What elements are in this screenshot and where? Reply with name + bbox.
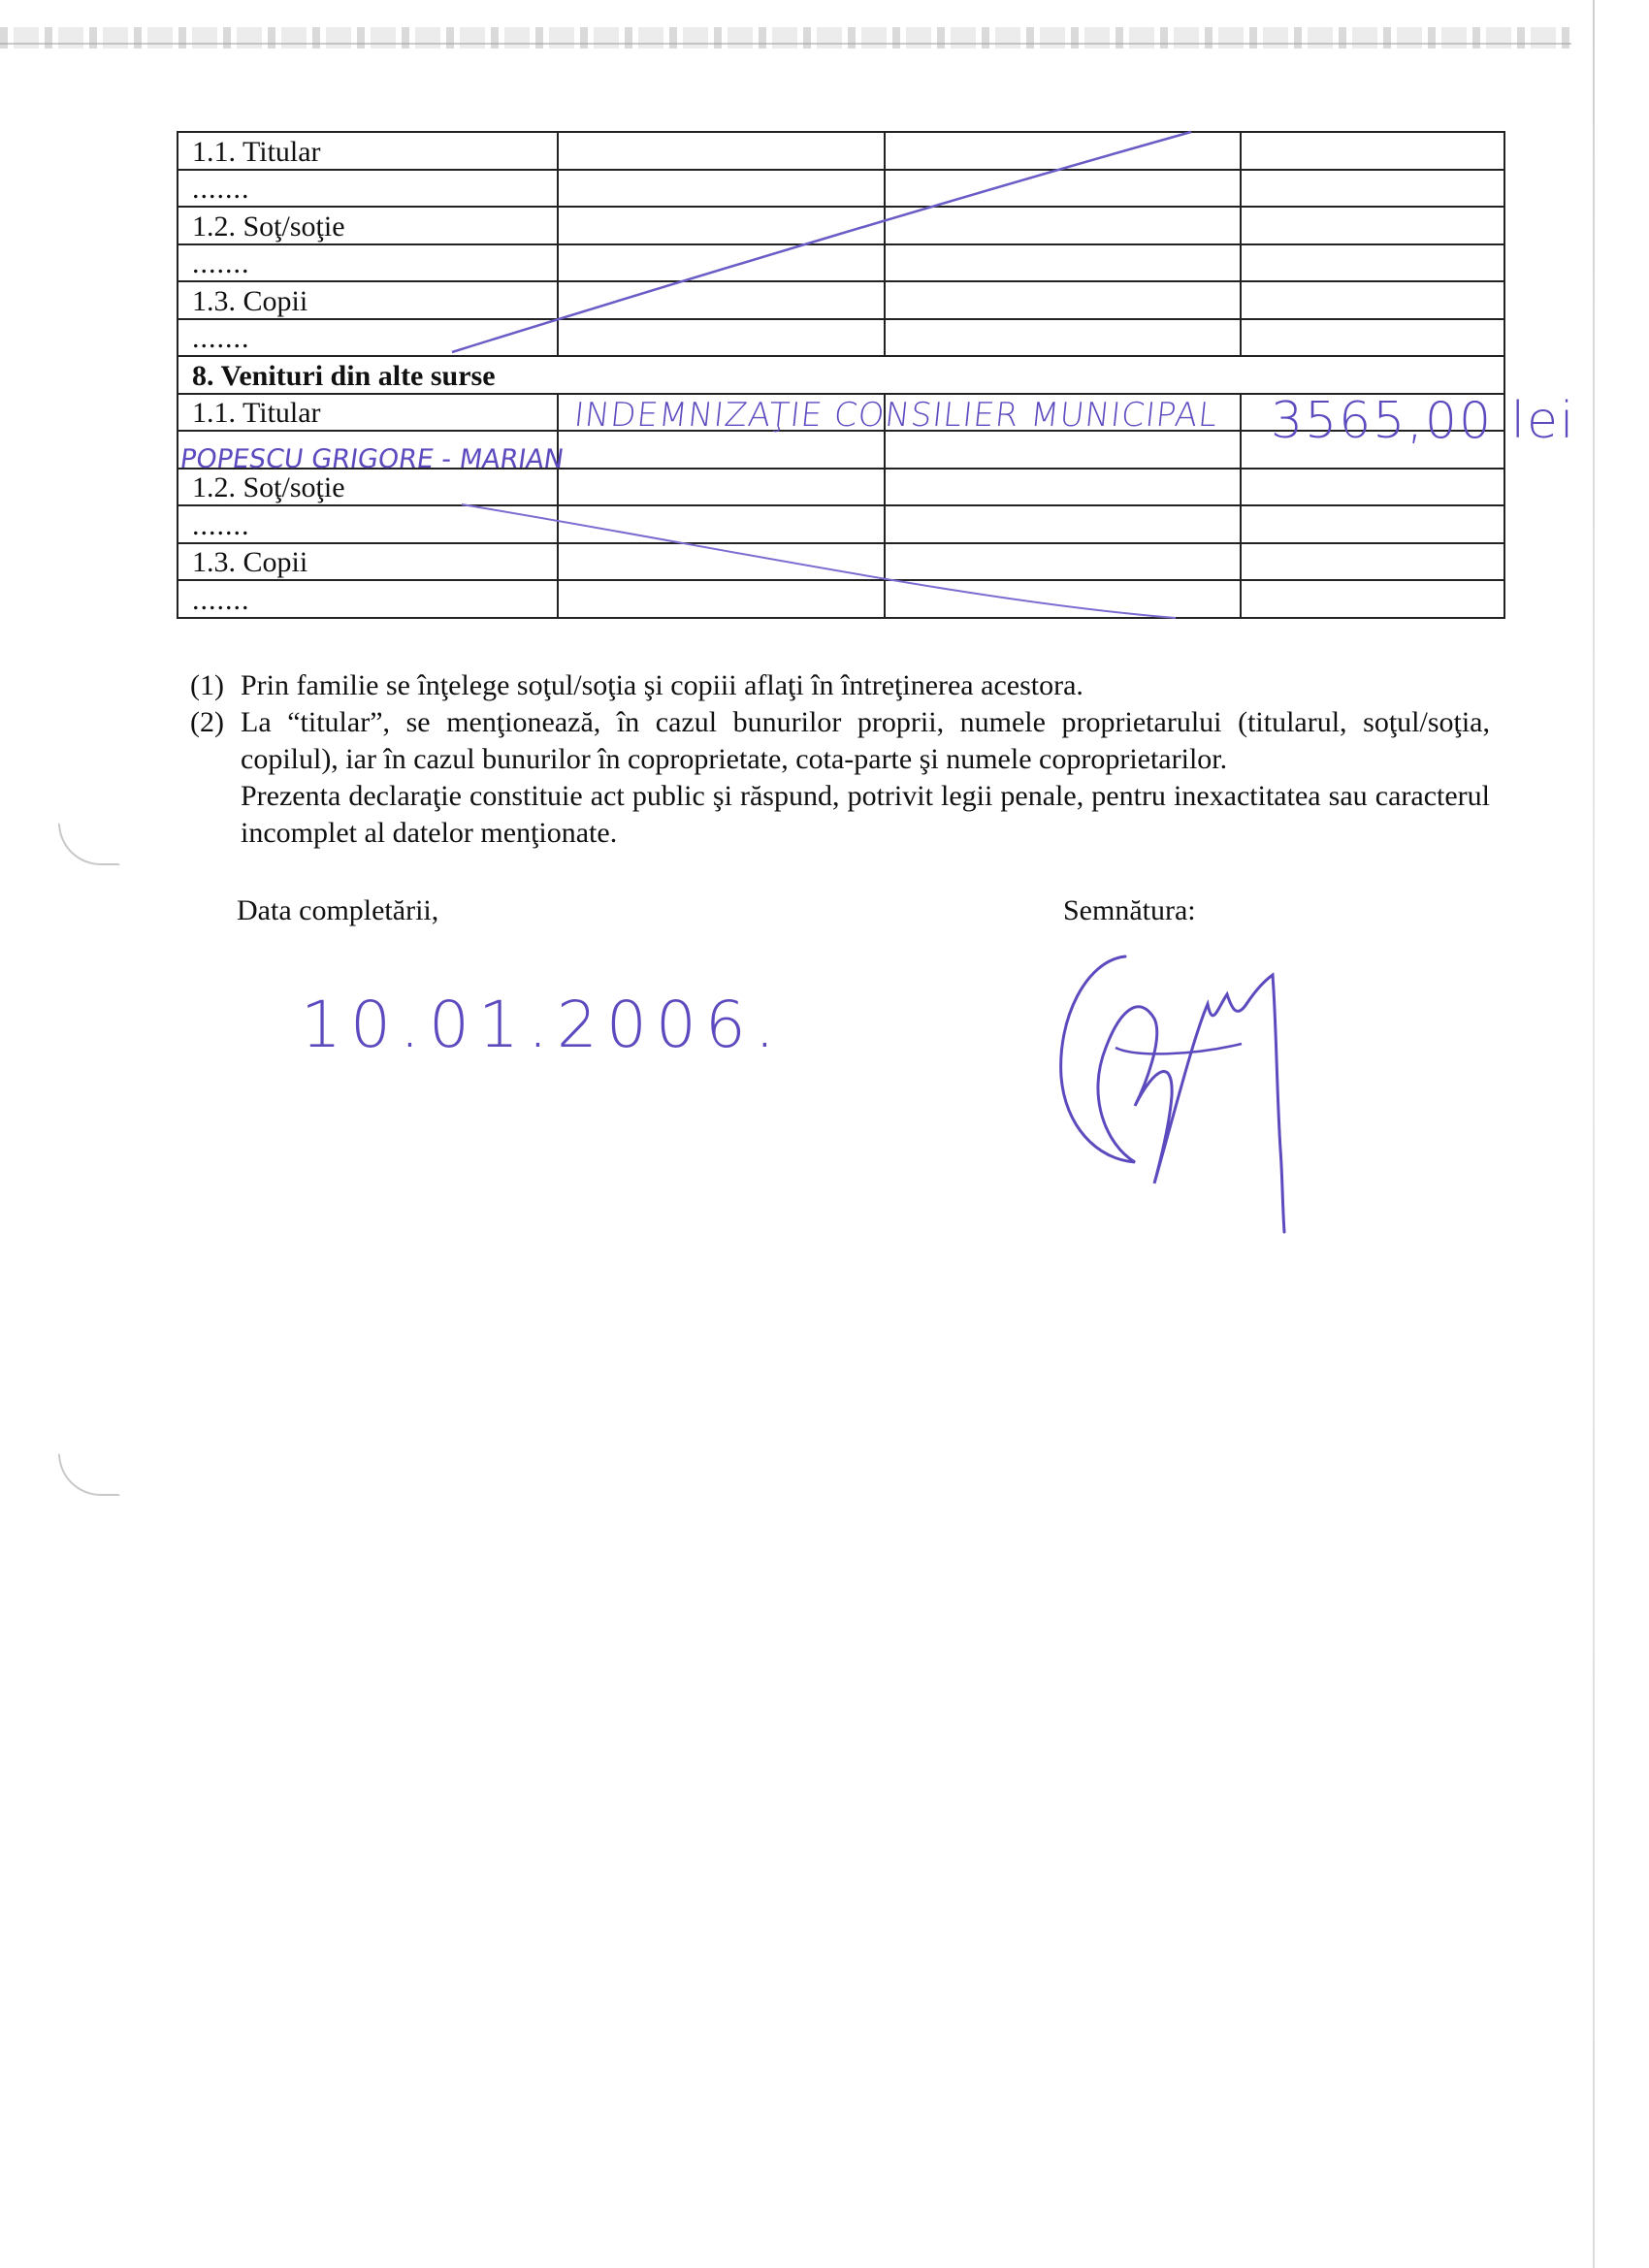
table-cell xyxy=(885,580,1241,618)
footnote-2 xyxy=(190,704,1490,778)
declaration-table xyxy=(177,131,1505,619)
table-row xyxy=(178,281,1504,319)
row-label: ....... xyxy=(178,505,558,543)
table-cell xyxy=(1241,505,1504,543)
handwritten-income-source: INDEMNIZAŢIE CONSILIER MUNICIPAL xyxy=(571,396,1220,435)
row-label: 1.3. Copii xyxy=(178,543,558,581)
date-label: Data completării, xyxy=(237,894,439,926)
table-cell xyxy=(1241,170,1504,208)
handwritten-income-amount: 3565,00 lei xyxy=(1271,392,1576,450)
table-cell xyxy=(885,469,1241,506)
handwritten-holder-name: POPESCU GRIGORE - MARIAN xyxy=(178,444,566,474)
table-cell xyxy=(885,431,1241,469)
table-cell xyxy=(885,505,1241,543)
punch-hole-mark xyxy=(58,1453,120,1496)
scan-artifact-top xyxy=(0,27,1571,49)
row-label: ....... xyxy=(178,319,558,357)
table-cell xyxy=(885,207,1241,244)
table-row xyxy=(178,319,1504,357)
table-cell xyxy=(1241,132,1504,170)
page-edge xyxy=(1593,0,1595,2268)
table-cell xyxy=(558,580,885,618)
table-cell xyxy=(558,469,885,506)
row-label: ....... xyxy=(178,170,558,208)
footnote-1 xyxy=(190,667,1490,704)
section-row xyxy=(178,356,1504,394)
table-cell xyxy=(558,431,885,469)
footnote-text: Prin familie se înţelege soţul/soţia şi copiii aflaţi în întreţinerea acestora. xyxy=(241,669,1083,701)
declaration-statement: Prezenta declaraţie constituie act public şi răspund, potrivit legii penale, pentru inexactitatea sau caracterul incomplet al datelor menţionate. xyxy=(241,780,1490,849)
row-label: ....... xyxy=(178,580,558,618)
row-label: 1.1. Titular xyxy=(178,394,558,432)
table-cell xyxy=(1241,244,1504,282)
table-row xyxy=(178,580,1504,618)
table-row xyxy=(178,543,1504,581)
table-cell xyxy=(1241,281,1504,319)
table-cell xyxy=(885,319,1241,357)
table-cell xyxy=(1241,580,1504,618)
table-cell xyxy=(1241,543,1504,581)
table-cell xyxy=(558,505,885,543)
table-cell xyxy=(558,281,885,319)
footnotes xyxy=(190,667,1490,852)
table-cell xyxy=(1241,469,1504,506)
handwritten-date: 10.01.2006. xyxy=(301,988,784,1062)
row-label: 1.3. Copii xyxy=(178,281,558,319)
table-cell xyxy=(885,132,1241,170)
row-label: ....... xyxy=(178,244,558,282)
table-cell xyxy=(558,132,885,170)
table-cell xyxy=(1241,319,1504,357)
footnote-text: La “titular”, se menţionează, în cazul bunurilor proprii, numele proprietarului (titularul, soţul/soţia, copilul), iar în cazul bunurilor în coproprietate, cota-parte şi numele coproprietarilor. xyxy=(241,706,1490,775)
scan-artifact-line xyxy=(0,43,1571,45)
table-row xyxy=(178,132,1504,170)
row-label: 1.1. Titular xyxy=(178,132,558,170)
table-row xyxy=(178,170,1504,208)
table-cell xyxy=(558,543,885,581)
table-cell xyxy=(558,207,885,244)
row-label: 1.2. Soţ/soţie xyxy=(178,207,558,244)
table-cell xyxy=(558,170,885,208)
footnote-number: (2) xyxy=(190,706,224,738)
table-cell xyxy=(885,170,1241,208)
section-heading: 8. Venituri din alte surse xyxy=(178,356,1504,394)
table-cell xyxy=(885,281,1241,319)
table-row xyxy=(178,207,1504,244)
table-cell xyxy=(885,244,1241,282)
signature-image xyxy=(1048,951,1358,1261)
table-cell xyxy=(558,319,885,357)
row-label: 1.2. Soţ/soţie xyxy=(178,469,558,506)
footnote-number: (1) xyxy=(190,669,224,701)
signature-label: Semnătura: xyxy=(1063,894,1196,926)
table-cell xyxy=(1241,207,1504,244)
table-row xyxy=(178,244,1504,282)
punch-hole-mark xyxy=(58,823,120,865)
table-cell xyxy=(558,244,885,282)
table-row xyxy=(178,505,1504,543)
table-cell xyxy=(885,543,1241,581)
